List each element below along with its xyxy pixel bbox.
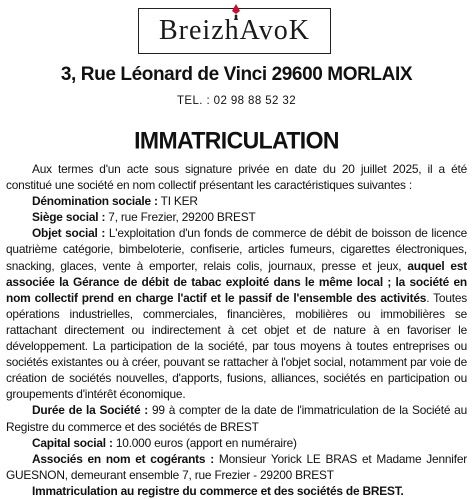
logo xyxy=(0,2,473,54)
capital-label: Capital social : xyxy=(32,435,113,450)
notice-intro: Aux termes d'un acte sous signature privée en date du 20 juillet 2025, il a été constitué une société en nom collectif présentant les caractéristiques suivantes : xyxy=(6,162,467,193)
objet-bold-text: auquel est associée la Gérance de débit de tabac exploité dans le même local ; la société en nom collectif prend en charge l'actif et le passif de l'ensemble des activités xyxy=(6,258,467,305)
closing-line xyxy=(6,483,467,499)
siege-field xyxy=(6,209,467,225)
capital-value: 10.000 euros (apport en numéraire) xyxy=(112,435,297,450)
objet-label: Objet social : xyxy=(32,226,106,241)
objet-text-2: . Toutes opérations industrielles, commerciales, financières, mobilières ou immobilières se rattachant directement ou indirectement à cet objet et de nature à en favoriser le développement. La participation de la société, par tous moyens à toutes entreprises ou sociétés existantes ou à créer, pouvant se rattacher à l'objet social, notamment par voie de création de sociétés nouvelles, d'apports, fusions, alliances, sociétés en participation ou groupements d'intérêt économique. xyxy=(6,290,467,402)
associes-field xyxy=(6,451,467,483)
associes-label: Associés en nom et cogérants : xyxy=(32,451,214,466)
logo-text: BreizhAvoK xyxy=(159,15,310,46)
duree-value: 99 à compter de la date de l'immatriculation de la Société au Registre du commerce et des sociétés de BREST xyxy=(6,403,467,434)
capital-field xyxy=(6,435,467,451)
agency-address: 3, Rue Léonard de Vinci 29600 MORLAIX xyxy=(60,64,413,85)
siege-label: Siège social : xyxy=(32,210,106,225)
objet-field xyxy=(6,225,467,402)
siege-value: 7, rue Frezier, 29200 BREST xyxy=(105,210,256,225)
associes-value: Monsieur Yorick LE BRAS et Madame Jennifer GUESNON, demeurant ensemble 7, rue Frezier - 29200 BREST xyxy=(6,451,468,482)
denomination-value: TI KER xyxy=(157,194,198,209)
duree-field xyxy=(6,402,467,434)
duree-label: Durée de la Société : xyxy=(32,403,149,418)
objet-text-1: L'exploitation d'un fonds de commerce de débit de boisson de licence quatrième catégorie, bimbeloterie, confiserie, articles fumeurs, cigarettes électroniques, snacking, glaces, vente à emporter, relais colis, journaux, presse et jeux, xyxy=(6,226,467,273)
agency-phone: TEL. : 02 98 88 52 32 xyxy=(176,95,296,107)
closing-text: Immatriculation au registre du commerce et des sociétés de BREST. xyxy=(32,483,404,498)
denomination-field xyxy=(6,193,467,209)
notice-title: IMMATRICULATION xyxy=(134,126,339,154)
notice-body xyxy=(6,161,467,499)
denomination-label: Dénomination sociale : xyxy=(32,194,158,209)
